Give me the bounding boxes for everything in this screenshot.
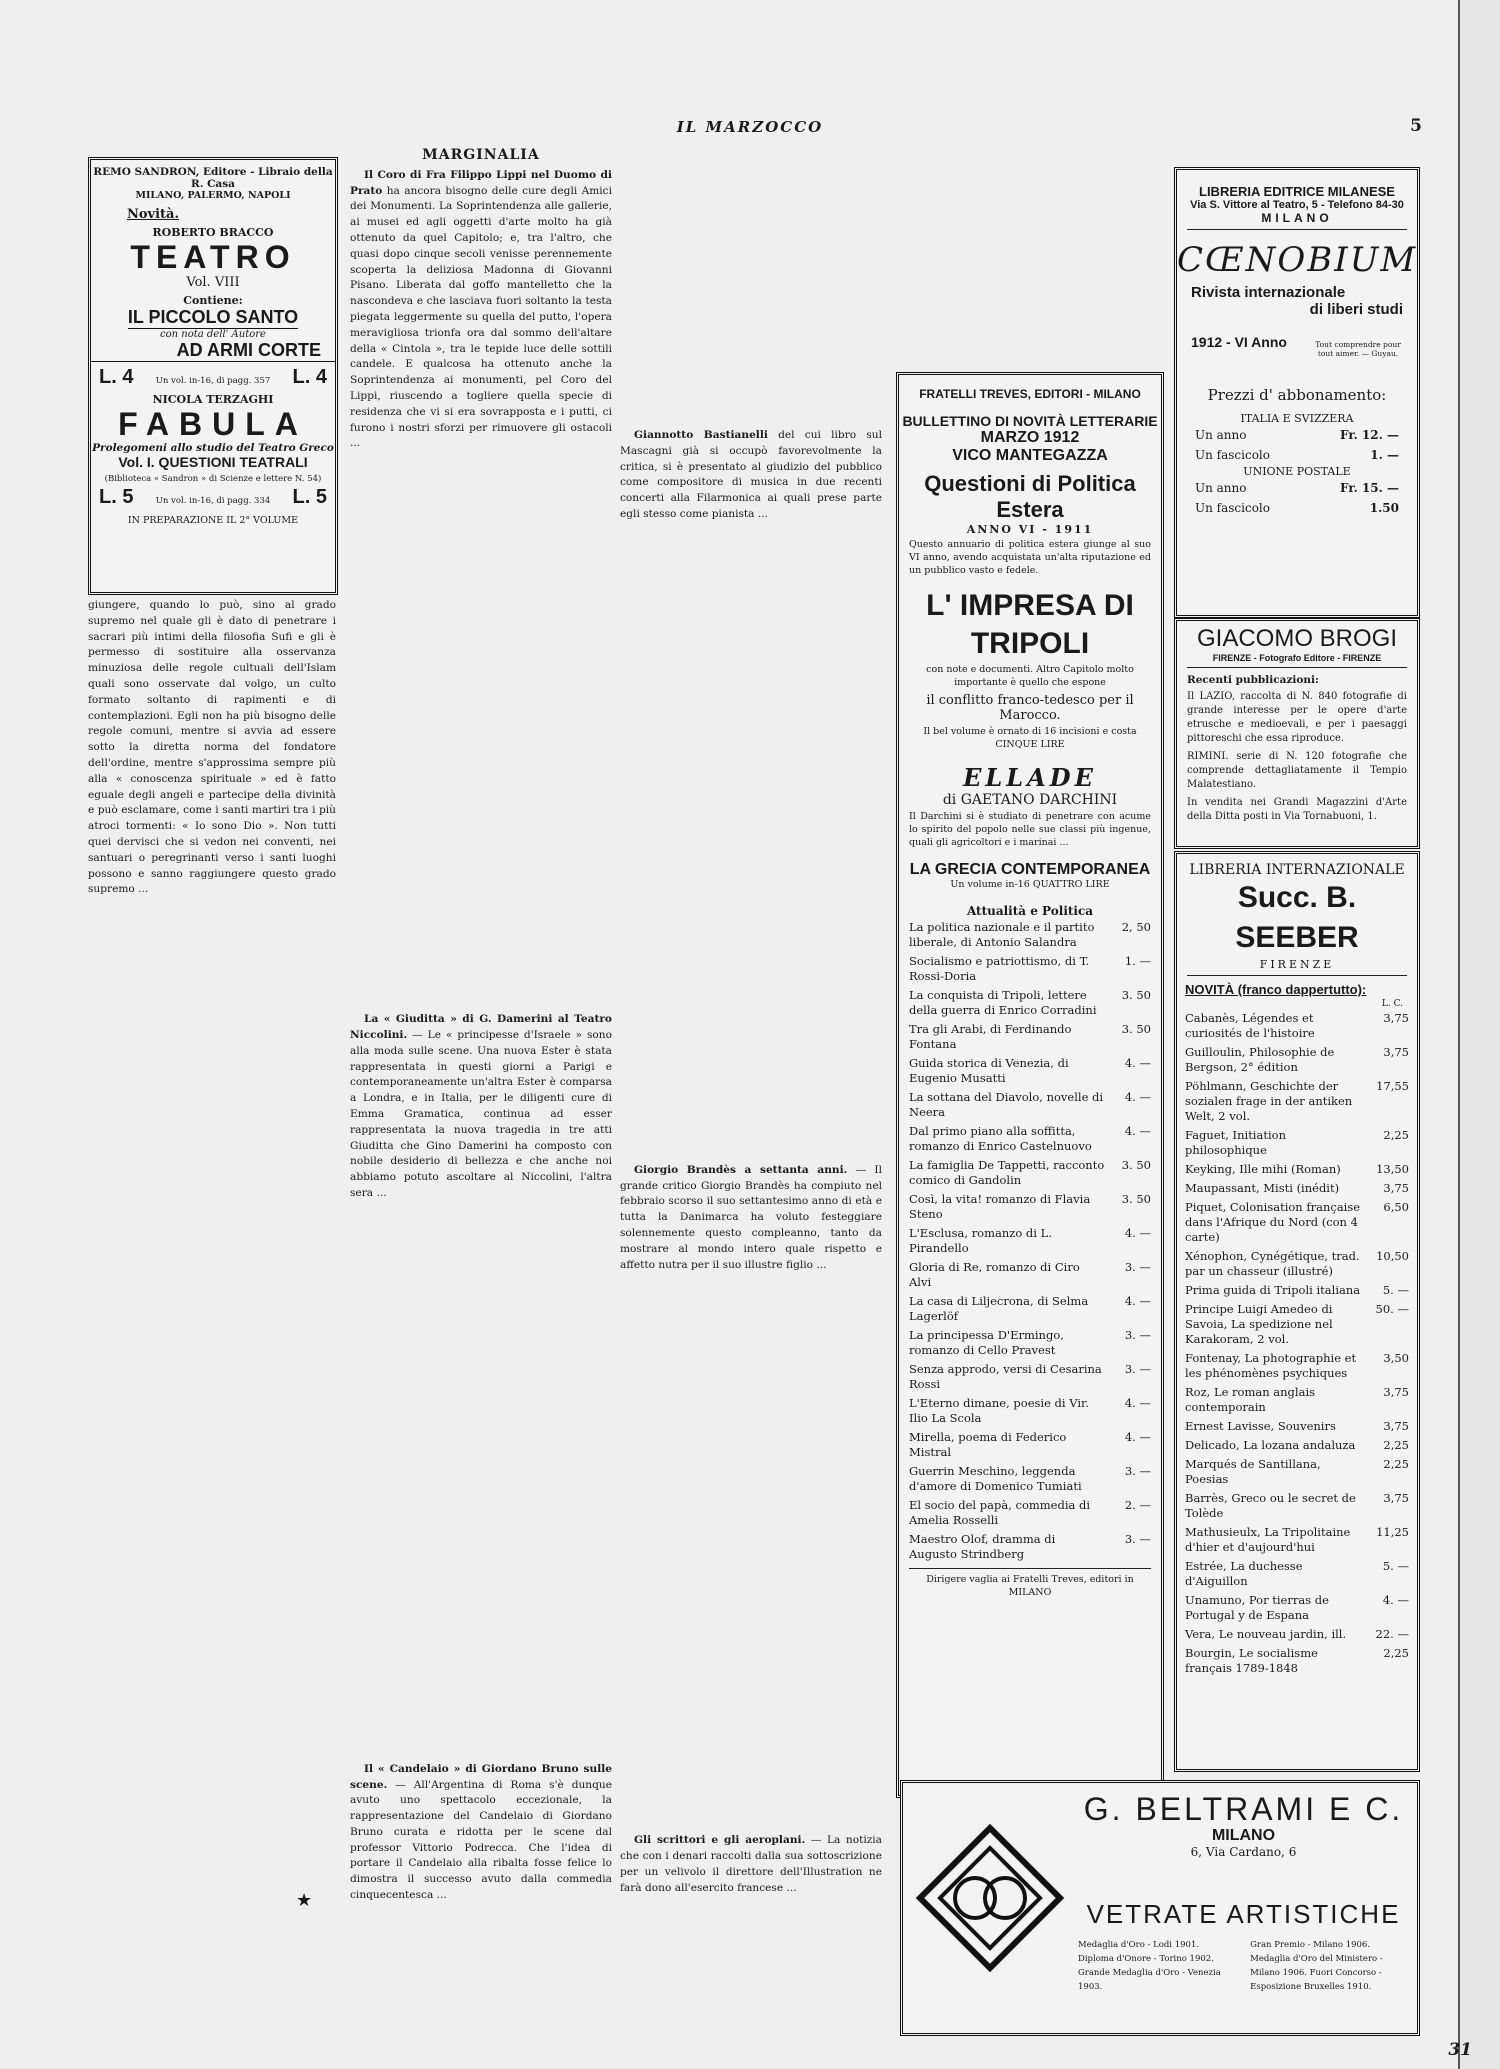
coenobium-region1: ITALIA E SVIZZERA	[1240, 412, 1354, 425]
sandron-price2-desc: Un vol. in-16, di pagg. 334	[155, 496, 271, 506]
treves-book-price: 1. —	[1124, 954, 1151, 968]
coenobium-subtitle: Rivista internazionale	[1191, 284, 1346, 301]
treves-publisher: FRATELLI TREVES, EDITORI - MILANO	[919, 387, 1141, 401]
brogi-rule	[1187, 667, 1407, 668]
treves-book-price: 3. 50	[1121, 1192, 1151, 1206]
seeber-rule	[1187, 975, 1407, 976]
seeber-book-row	[1185, 1455, 1409, 1489]
seeber-book-row	[1185, 1417, 1409, 1436]
seeber-book-title: Marqués de Santillana, Poesias	[1185, 1457, 1321, 1486]
seeber-book-title: Fontenay, La photographie et les phénomènes psychiques	[1185, 1351, 1357, 1380]
beltrami-awards-right: Gran Premio - Milano 1906. Medaglia d'Oro del Ministero - Milano 1906. Fuori Concorso - Esposizione Bruxelles 1910.	[1250, 1940, 1383, 1992]
coenobium-publisher: LIBRERIA EDITRICE MILANESE	[1199, 184, 1395, 199]
beltrami-address: 6, Via Cardano, 6	[1190, 1845, 1297, 1859]
coenobium-region2: UNIONE POSTALE	[1243, 465, 1351, 478]
seeber-book-title: Delicado, La lozana andaluza	[1185, 1438, 1356, 1452]
coenobium-rule	[1187, 229, 1407, 230]
seeber-book-title: Pöhlmann, Geschichte der sozialen frage in der antiken Welt, 2 vol.	[1185, 1079, 1353, 1123]
treves-divider	[909, 1568, 1151, 1569]
seeber-book-title: Piquet, Colonisation française dans l'Afrique du Nord (con 4 carte)	[1185, 1200, 1361, 1244]
seeber-city: FIRENZE	[1259, 958, 1335, 971]
seeber-book-row	[1185, 1557, 1409, 1591]
seeber-book-row	[1185, 1247, 1409, 1281]
seeber-novita: NOVITÀ (franco dappertutto):	[1185, 982, 1367, 997]
treves-title5: LA GRECIA CONTEMPORANEA	[909, 861, 1151, 878]
treves-book-row	[909, 918, 1151, 952]
treves-book-title: L'Eterno dimane, poesie di Vir. Ilio La Scola	[909, 1396, 1089, 1425]
column-3-articles	[620, 148, 882, 2038]
seeber-book-title: Prima guida di Tripoli italiana	[1185, 1283, 1361, 1297]
treves-title4: ELLADE	[963, 763, 1097, 792]
treves-desc2: con note e documenti. Altro Capitolo molto importante è quello che espone	[926, 664, 1134, 688]
seeber-book-price: 3,75	[1383, 1181, 1409, 1195]
treves-book-price: 4. —	[1124, 1124, 1151, 1138]
sandron-contiene: Contiene:	[183, 294, 243, 307]
seeber-book-row	[1185, 1591, 1409, 1625]
seeber-book-price: 3,50	[1383, 1351, 1409, 1365]
treves-book-row	[909, 1224, 1151, 1258]
treves-book-price: 4. —	[1124, 1056, 1151, 1070]
article-title-candelaio: Il « Candelaio » di Giordano Bruno sulle scene.	[350, 1762, 612, 1791]
seeber-book-row	[1185, 1489, 1409, 1523]
end-star: ★	[296, 1890, 313, 1911]
seeber-book-title: Unamuno, Por tierras de Portugal y de Espana	[1185, 1593, 1329, 1622]
seeber-book-row	[1185, 1383, 1409, 1417]
treves-book-row	[909, 1054, 1151, 1088]
treves-book-title: Maestro Olof, dramma di Augusto Strindberg	[909, 1532, 1056, 1561]
treves-book-row	[909, 1360, 1151, 1394]
seeber-book-row	[1185, 1179, 1409, 1198]
sandron-work1: TEATRO	[130, 239, 296, 275]
seeber-book-price: 4. —	[1382, 1593, 1409, 1607]
coenobium-row2-price: 1. —	[1370, 448, 1399, 462]
beltrami-monogram-logo	[915, 1823, 1065, 1973]
treves-book-title: Socialismo e patriottismo, di T. Rossi-Doria	[909, 954, 1090, 983]
treves-book-row	[909, 1530, 1151, 1564]
treves-book-row	[909, 1428, 1151, 1462]
treves-book-price: 4. —	[1124, 1294, 1151, 1308]
treves-book-price: 3. —	[1124, 1328, 1151, 1342]
seeber-book-title: Estrée, La duchesse d'Aiguillon	[1185, 1559, 1303, 1588]
coenobium-address: Via S. Vittore al Teatro, 5 - Telefono 84-30	[1190, 199, 1404, 211]
seeber-book-title: Faguet, Initiation philosophique	[1185, 1128, 1286, 1157]
column-4-top-text	[890, 148, 1155, 348]
seeber-book-price: 22. —	[1375, 1627, 1409, 1641]
sandron-price2: L. 5	[99, 486, 134, 508]
treves-book-row	[909, 1292, 1151, 1326]
seeber-book-row	[1185, 1436, 1409, 1455]
seeber-book-row	[1185, 1009, 1409, 1043]
seeber-book-price: 3,75	[1383, 1419, 1409, 1433]
seeber-book-row	[1185, 1160, 1409, 1179]
sandron-series2: (Biblioteca « Sandron » di Scienze e lettere N. 54)	[104, 474, 322, 484]
treves-book-price: 4. —	[1124, 1430, 1151, 1444]
seeber-book-price: 5. —	[1382, 1283, 1409, 1297]
treves-book-title: Tra gli Arabi, di Ferdinando Fontana	[909, 1022, 1072, 1051]
beltrami-awards-left: Medaglia d'Oro - Lodi 1901. Diploma d'Onore - Torino 1902. Grande Medaglia d'Oro - Venezia 1903.	[1078, 1940, 1221, 1992]
treves-book-price: 3. —	[1124, 1532, 1151, 1546]
seeber-book-price: 3,75	[1383, 1385, 1409, 1399]
article-text-giuditta: — Le « principesse d'Israele » sono alla moda sulle scene. Una nuova Ester è stata rappresentata in questi giorni a Parigi e contemporaneamente un'altra Ester è comparsa a Londra, e in Italia, per le diligenti cure di Emma Gramatica, continua ad esser rappresentata la nuova tragedia in tre atti Giuditta che Gino Damerini ha composto con nobile desiderio di bellezza e che anche noi abbiamo potuto ascoltare al Niccolini, l'altra sera ...	[350, 1028, 612, 1199]
marginalia-heading: MARGINALIA	[422, 148, 540, 163]
treves-price5: Un volume in-16 QUATTRO LIRE	[950, 879, 1110, 890]
coenobium-title: CŒNOBIUM	[1177, 240, 1418, 280]
treves-book-title: El socio del papà, commedia di Amelia Rosselli	[909, 1498, 1091, 1527]
treves-book-row	[909, 1122, 1151, 1156]
seeber-book-price: 3,75	[1383, 1491, 1409, 1505]
sandron-novita: Novità.	[127, 207, 179, 222]
seeber-book-row	[1185, 1644, 1409, 1678]
treves-book-price: 3. —	[1124, 1362, 1151, 1376]
column-1-article	[88, 598, 336, 1998]
seeber-book-title: Guilloulin, Philosophie de Bergson, 2° édition	[1185, 1045, 1335, 1074]
treves-book-row	[909, 1462, 1151, 1496]
treves-book-title: Mirella, poema di Federico Mistral	[909, 1430, 1067, 1459]
treves-book-title: Guerrin Meschino, leggenda d'amore di Domenico Tumiati	[909, 1464, 1082, 1493]
treves-book-title: Gloria di Re, romanzo di Ciro Alvi	[909, 1260, 1080, 1289]
seeber-book-row	[1185, 1349, 1409, 1383]
coenobium-row1-price: Fr. 12. —	[1340, 428, 1399, 442]
ad-brogi	[1174, 618, 1420, 849]
seeber-book-price: 6,50	[1383, 1200, 1409, 1214]
treves-author1: VICO MANTEGAZZA	[952, 447, 1108, 464]
sandron-publisher: REMO SANDRON, Editore - Libraio della R. Casa	[93, 166, 333, 190]
treves-book-title: La sottana del Diavolo, novelle di Neera	[909, 1090, 1104, 1119]
coenobium-year: 1912 - VI Anno	[1191, 334, 1287, 350]
coenobium-row4-price: 1.50	[1369, 501, 1399, 515]
treves-desc1: Questo annuario di politica estera giunge al suo VI anno, avendo acquistata un'alta riputazione ed un pubblico vasto e fedele.	[909, 539, 1151, 576]
treves-book-price: 3. 50	[1121, 1158, 1151, 1172]
sandron-price1-desc: Un vol. in-16, di pagg. 357	[155, 376, 271, 386]
sandron-subtitle2: Prolegomeni allo studio del Teatro Greco	[92, 442, 334, 454]
treves-book-row	[909, 1394, 1151, 1428]
sandron-vol2: Vol. I. QUESTIONI TEATRALI	[118, 454, 308, 470]
seeber-book-price: 2,25	[1383, 1646, 1409, 1660]
seeber-book-price: 5. —	[1382, 1559, 1409, 1573]
coenobium-prices-head: Prezzi d' abbonamento:	[1207, 386, 1387, 404]
beltrami-city: MILANO	[1211, 1827, 1276, 1844]
sandron-nota: con nota dell' Autore	[160, 329, 266, 340]
seeber-book-row	[1185, 1077, 1409, 1126]
seeber-book-price: 11,25	[1376, 1525, 1409, 1539]
article-text-brandes: — Il grande critico Giorgio Brandès ha compiuto nel febbraio scorso il suo settantesimo anno di età e tutta la Danimarca ha voluto festeggiare solennemente questo compleanno, tanto da mostrare al mondo intero quale rispetto e affetto nutra per il suo illustre figlio ...	[620, 1163, 882, 1271]
treves-book-row	[909, 1088, 1151, 1122]
brogi-item1: Il LAZIO, raccolta di N. 840 fotografie di grande interesse per le opere d'arte etrusche e medioevali, e per i paesaggi pittoreschi che essa riproduce.	[1187, 691, 1407, 744]
treves-book-list	[899, 918, 1161, 1564]
treves-title2: L' IMPRESA DI TRIPOLI	[926, 589, 1134, 660]
treves-book-title: Così, la vita! romanzo di Flavia Steno	[909, 1192, 1091, 1221]
treves-book-price: 3. —	[1124, 1260, 1151, 1274]
sandron-prep: IN PREPARAZIONE IL 2° VOLUME	[127, 515, 299, 526]
treves-book-row	[909, 952, 1151, 986]
seeber-book-row	[1185, 1625, 1409, 1644]
seeber-book-price: 13,50	[1376, 1162, 1409, 1176]
treves-book-price: 4. —	[1124, 1226, 1151, 1240]
sandron-price1-right: L. 4	[292, 366, 327, 388]
brogi-tag: FIRENZE - Fotografo Editore - FIRENZE	[1212, 653, 1382, 663]
treves-book-price: 3. 50	[1121, 988, 1151, 1002]
seeber-book-price: 3,75	[1383, 1045, 1409, 1059]
coenobium-row3-price: Fr. 15. —	[1340, 481, 1399, 495]
seeber-book-row	[1185, 1300, 1409, 1349]
seeber-book-title: Barrès, Greco ou le secret de Tolède	[1185, 1491, 1356, 1520]
article-text-aeroplani: — La notizia che con i denari raccolti dalla sua sottoscrizione per un velivolo il direttore dell'Illustration ne farà dono all'esercito francese ...	[620, 1834, 882, 1894]
treves-title1: Questioni di Politica Estera	[924, 471, 1136, 522]
sandron-price1: L. 4	[99, 366, 134, 388]
coenobium-note: Tout comprendre pour tout aimer. — Guyau.	[1315, 340, 1401, 358]
seeber-book-row	[1185, 1523, 1409, 1557]
seeber-book-title: Vera, Le nouveau jardin, ill.	[1185, 1627, 1347, 1641]
treves-book-price: 4. —	[1124, 1090, 1151, 1104]
ad-coenobium	[1174, 167, 1420, 618]
ad-sandron	[88, 157, 338, 595]
sandron-cities: MILANO, PALERMO, NAPOLI	[135, 190, 291, 201]
ad-seeber	[1174, 851, 1420, 1772]
treves-month: MARZO 1912	[980, 429, 1080, 446]
article-text-lippi: ha ancora bisogno delle cure degli Amici dei Monumenti. La Soprintendenza alle gallerie, ai musei ed agli oggetti d'arte molto ha già ottenuto da quel Capitolo; e, tra l'altro, che quasi dopo cinque secoli venisse perennemente scoperta la deliziosa Madonna di Giovanni Pisano. Liberata dal goffo mantelletto che la nascondeva e che lasciava fuori soltanto la testa piegata leggermente su quella del putto, l'opera meravigliosa trionfa ora dal sommo dell'altare della « Cintola », tra le tepide luce delle sottili candele. E qualcosa ha ottenuto anche la Soprintendenza ai monumenti, pel Coro del Lippi, riuscendo a togliere quella specie di residenza che vi si era sovrapposta e i putti, ci furono i nostri sforzi per rimuovere gli ostacoli ...	[350, 184, 612, 450]
seeber-book-row	[1185, 1043, 1409, 1077]
brogi-item3: In vendita nei Grandi Magazzini d'Arte della Ditta posti in Via Tornabuoni, 1.	[1187, 797, 1407, 822]
seeber-book-title: Bourgin, Le socialisme français 1789-1848	[1185, 1646, 1318, 1675]
treves-book-title: Dal primo piano alla soffitta, romanzo di Enrico Castelnuovo	[909, 1124, 1092, 1153]
treves-book-row	[909, 986, 1151, 1020]
sandron-play2: AD ARMI CORTE	[91, 340, 335, 362]
column-2-marginalia	[350, 148, 612, 2038]
article-text-bastianelli: del cui libro sul Mascagni già si occupò favorevolmente la critica, si è presentato al giudizio del pubblico come compositore di musica in due recenti concerti alla Filarmonica ai quali prese parte egli stesso come pianista ...	[620, 429, 882, 520]
treves-book-row	[909, 1496, 1151, 1530]
treves-book-title: Guida storica di Venezia, di Eugenio Musatti	[909, 1056, 1069, 1085]
seeber-book-title: Roz, Le roman anglais contemporain	[1185, 1385, 1316, 1414]
treves-book-title: La famiglia De Tappetti, racconto comico di Gandolin	[909, 1158, 1105, 1187]
treves-book-title: La conquista di Tripoli, lettere della guerra di Enrico Corradini	[909, 988, 1097, 1017]
treves-book-row	[909, 1190, 1151, 1224]
treves-year1: ANNO VI - 1911	[966, 523, 1094, 536]
hallaj-text: giungere, quando lo può, sino al grado supremo nel quale gli è dato di penetrare i sacrari più intimi della filosofia Sufi e gli è permesso di sostituire alla osservanza minuziosa delle regole cultuali dell'Islam quali sono osservate dal volgo, un culto formato soltanto di rapimenti e di contemplazioni. Egli non ha più bisogno delle regole comuni, mentre si avvia ad essere sotto la diretta norma del fondatore dell'ordine, mentre s'approssima sempre più alla « conoscenza spirituale » ed è fatto eguale degli angeli e partecipe della divinità e può esclamare, come i santi martiri tra i più atroci tormenti: « Io sono Dio ». Non tutti quei dervisci che si vedon nei conventi, nei santuari o peregrinanti verso i santi luoghi possono e sanno raggiungere questo grado supremo ...	[88, 599, 336, 896]
seeber-book-title: Maupassant, Misti (inédit)	[1185, 1181, 1340, 1195]
seeber-book-row	[1185, 1126, 1409, 1160]
treves-book-row	[909, 1258, 1151, 1292]
coenobium-row1-label: Un anno	[1195, 428, 1247, 442]
treves-book-row	[909, 1156, 1151, 1190]
seeber-book-title: Keyking, Ille mihi (Roman)	[1185, 1162, 1341, 1176]
sandron-price2-right: L. 5	[292, 486, 327, 508]
seeber-book-price: 10,50	[1376, 1249, 1409, 1263]
treves-book-row	[909, 1326, 1151, 1360]
seeber-book-price: 50. —	[1375, 1302, 1409, 1316]
brogi-name: GIACOMO BROGI	[1196, 625, 1397, 652]
seeber-book-title: Principe Luigi Amedeo di Savoia, La spedizione nel Karakoram, 2 vol.	[1185, 1302, 1333, 1346]
coenobium-row2-label: Un fascicolo	[1195, 448, 1270, 462]
sandron-vol: Vol. VIII	[186, 275, 240, 290]
newspaper-title: IL MARZOCCO	[676, 118, 824, 136]
seeber-book-row	[1185, 1281, 1409, 1300]
seeber-currency: L. C.	[1381, 999, 1403, 1009]
sandron-author2: NICOLA TERZAGHI	[152, 393, 274, 406]
seeber-book-price: 2,25	[1383, 1128, 1409, 1142]
treves-desc4: Il Darchini si è studiato di penetrare con acume lo spirito del popolo nelle sue classi più ingenue, quali gli agricoltori e i marinai ...	[909, 811, 1151, 848]
seeber-book-list	[1177, 1009, 1417, 1678]
seeber-book-price: 17,55	[1376, 1079, 1409, 1093]
treves-book-title: La politica nazionale e il partito liberale, di Antonio Salandra	[909, 920, 1095, 949]
page-edge	[1458, 0, 1500, 2069]
article-title-brandes: Giorgio Brandès a settanta anni.	[634, 1163, 848, 1176]
article-title-giuditta: La « Giuditta » di G. Damerini al Teatro Niccolini.	[350, 1013, 612, 1041]
brogi-recent: Recenti pubblicazioni:	[1187, 674, 1319, 686]
brogi-item2: RIMINI. serie di N. 120 fotografie che comprende dettagliatamente il Tempio Malatestiano.	[1187, 751, 1407, 790]
seeber-book-price: 2,25	[1383, 1438, 1409, 1452]
seeber-brand: Succ. B. SEEBER	[1235, 881, 1359, 954]
treves-section1: Attualità e Politica	[966, 904, 1094, 918]
coenobium-row3-label: Un anno	[1195, 481, 1247, 495]
article-title-aeroplani: Gli scrittori e gli aeroplani.	[634, 1834, 806, 1847]
page-signature: 31	[1448, 2040, 1472, 2060]
seeber-book-title: Xénophon, Cynégétique, trad. par un chasseur (illustré)	[1185, 1249, 1360, 1278]
treves-book-price: 2, 50	[1121, 920, 1151, 934]
treves-book-title: Senza approdo, versi di Cesarina Rossi	[909, 1362, 1102, 1391]
ad-beltrami	[900, 1780, 1420, 2036]
article-title-bastianelli: Giannotto Bastianelli	[634, 429, 768, 441]
treves-book-title: L'Esclusa, romanzo di L. Pirandello	[909, 1226, 1052, 1255]
treves-book-price: 3. —	[1124, 1464, 1151, 1478]
ad-treves	[896, 372, 1164, 1798]
treves-book-price: 3. 50	[1121, 1022, 1151, 1036]
coenobium-city: MILANO	[1261, 211, 1333, 225]
page-header	[60, 118, 1440, 142]
seeber-book-title: Mathusieulx, La Tripolitaine d'hier et d'aujourd'hui	[1185, 1525, 1351, 1554]
treves-author4: di GAETANO DARCHINI	[942, 792, 1118, 808]
beltrami-name: G. BELTRAMI E C.	[1083, 1791, 1404, 1827]
coenobium-subtitle2: di liberi studi	[1309, 301, 1403, 318]
sandron-author1: ROBERTO BRACCO	[152, 226, 274, 239]
seeber-book-title: Ernest Lavisse, Souvenirs	[1185, 1419, 1336, 1433]
coenobium-row4-label: Un fascicolo	[1195, 501, 1270, 515]
article-title-lippi: Il Coro di Fra Filippo Lippi nel Duomo di Prato	[350, 168, 612, 197]
treves-title3: il conflitto franco-tedesco per il Marocco.	[926, 693, 1134, 723]
beltrami-product: VETRATE ARTISTICHE	[1086, 1899, 1401, 1929]
treves-book-price: 2. —	[1124, 1498, 1151, 1512]
seeber-book-price: 2,25	[1383, 1457, 1409, 1471]
page-number: 5	[1410, 116, 1422, 136]
sandron-work2: FABULA	[118, 406, 308, 442]
seeber-book-price: 3,75	[1383, 1011, 1409, 1025]
treves-book-title: La principessa D'Ermingo, romanzo di Cello Pravest	[909, 1328, 1064, 1357]
treves-price3: Il bel volume è ornato di 16 incisioni e costa CINQUE LIRE	[923, 726, 1137, 750]
treves-bulletin: BULLETTINO DI NOVITÀ LETTERARIE	[902, 413, 1158, 429]
treves-footer: Dirigere vaglia ai Fratelli Treves, editori in MILANO	[926, 1574, 1134, 1598]
sandron-play1: IL PICCOLO SANTO	[127, 307, 299, 327]
seeber-book-title: Cabanès, Légendes et curiosités de l'histoire	[1185, 1011, 1315, 1040]
article-text-candelaio: — All'Argentina di Roma s'è dunque avuto uno spettacolo eccezionale, la rappresentazione del Candelaio di Giordano Bruno curata e ridotta per le scene dal professor Vittorio Podrecca. Che l'idea di portare il Candelaio alla ribalta fosse felice lo dimostra il successo avuto dalla commedia cinquecentesca ...	[350, 1778, 612, 1902]
seeber-book-row	[1185, 1198, 1409, 1247]
seeber-name: LIBRERIA INTERNAZIONALE	[1189, 862, 1405, 878]
treves-book-price: 4. —	[1124, 1396, 1151, 1410]
treves-book-row	[909, 1020, 1151, 1054]
treves-book-title: La casa di Liljecrona, di Selma Lagerlöf	[909, 1294, 1089, 1323]
